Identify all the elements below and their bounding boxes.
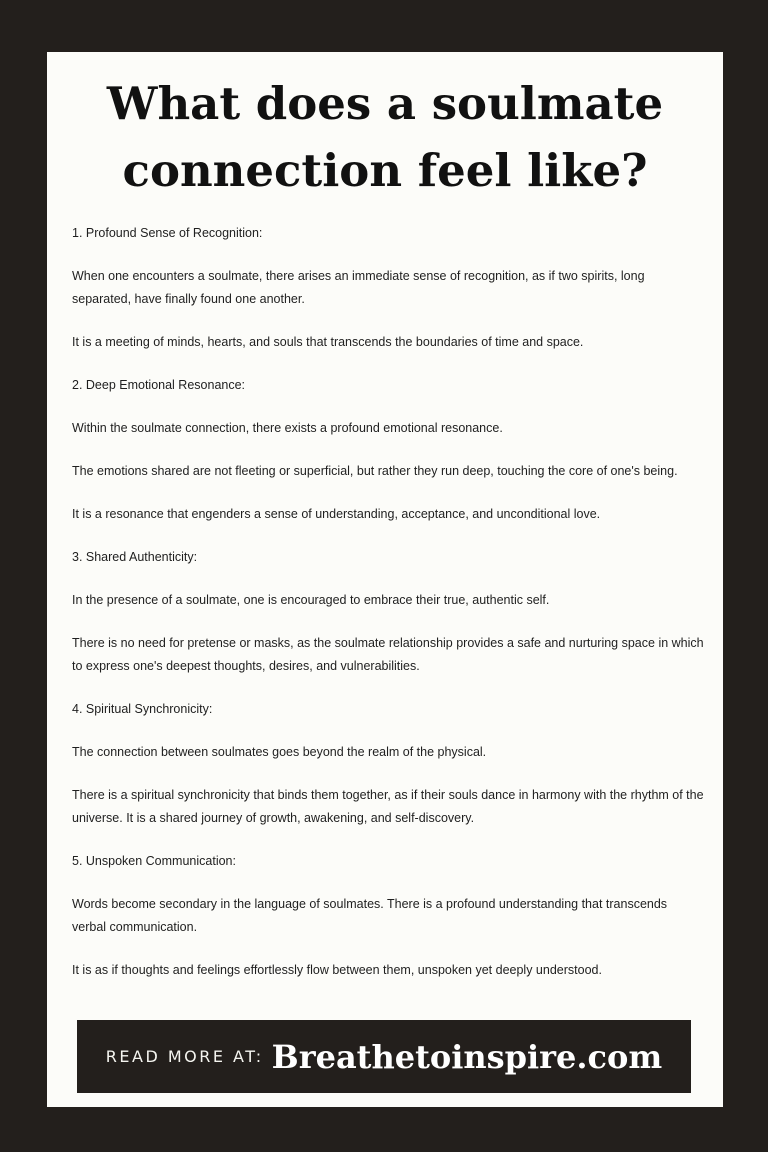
- paragraph: There is no need for pretense or masks, as the soulmate relationship provides a safe and nurturing space in which to express one's deepest thoughts, desires, and vulnerabilities.: [72, 636, 704, 673]
- paragraph: When one encounters a soulmate, there arises an immediate sense of recognition, as if two spirits, long separated, have finally found one another.: [72, 269, 645, 306]
- title-line-1: What does a soulmate: [106, 77, 664, 130]
- paragraph: The connection between soulmates goes beyond the realm of the physical.: [72, 745, 487, 759]
- site-link[interactable]: Breathetoinspire.com: [271, 1037, 663, 1076]
- section-heading: 1. Profound Sense of Recognition:: [72, 226, 263, 240]
- read-more-label: READ MORE AT:: [105, 1047, 264, 1066]
- footer-banner[interactable]: [77, 1020, 691, 1093]
- section-heading: 4. Spiritual Synchronicity:: [72, 702, 213, 716]
- article-card: [47, 52, 723, 1107]
- section-heading: 2. Deep Emotional Resonance:: [72, 378, 246, 392]
- paragraph: Words become secondary in the language of soulmates. There is a profound understanding that transcends verbal communication.: [72, 897, 668, 934]
- section-heading: 3. Shared Authenticity:: [72, 550, 198, 564]
- paragraph: It is a meeting of minds, hearts, and souls that transcends the boundaries of time and space.: [72, 335, 584, 349]
- paragraph: There is a spiritual synchronicity that binds them together, as if their souls dance in harmony with the rhythm of the universe. It is a shared journey of growth, awakening, and self-discovery.: [72, 788, 704, 825]
- paragraph: The emotions shared are not fleeting or superficial, but rather they run deep, touching the core of one's being.: [72, 464, 678, 478]
- page-title: [67, 70, 703, 204]
- paragraph: Within the soulmate connection, there exists a profound emotional resonance.: [72, 421, 503, 435]
- article-body: [72, 222, 704, 1002]
- paragraph: In the presence of a soulmate, one is encouraged to embrace their true, authentic self.: [72, 593, 550, 607]
- paragraph: It is as if thoughts and feelings effortlessly flow between them, unspoken yet deeply understood.: [72, 963, 602, 977]
- section-heading: 5. Unspoken Communication:: [72, 854, 236, 868]
- title-line-2: connection feel like?: [122, 144, 648, 197]
- paragraph: It is a resonance that engenders a sense of understanding, acceptance, and unconditional love.: [72, 507, 601, 521]
